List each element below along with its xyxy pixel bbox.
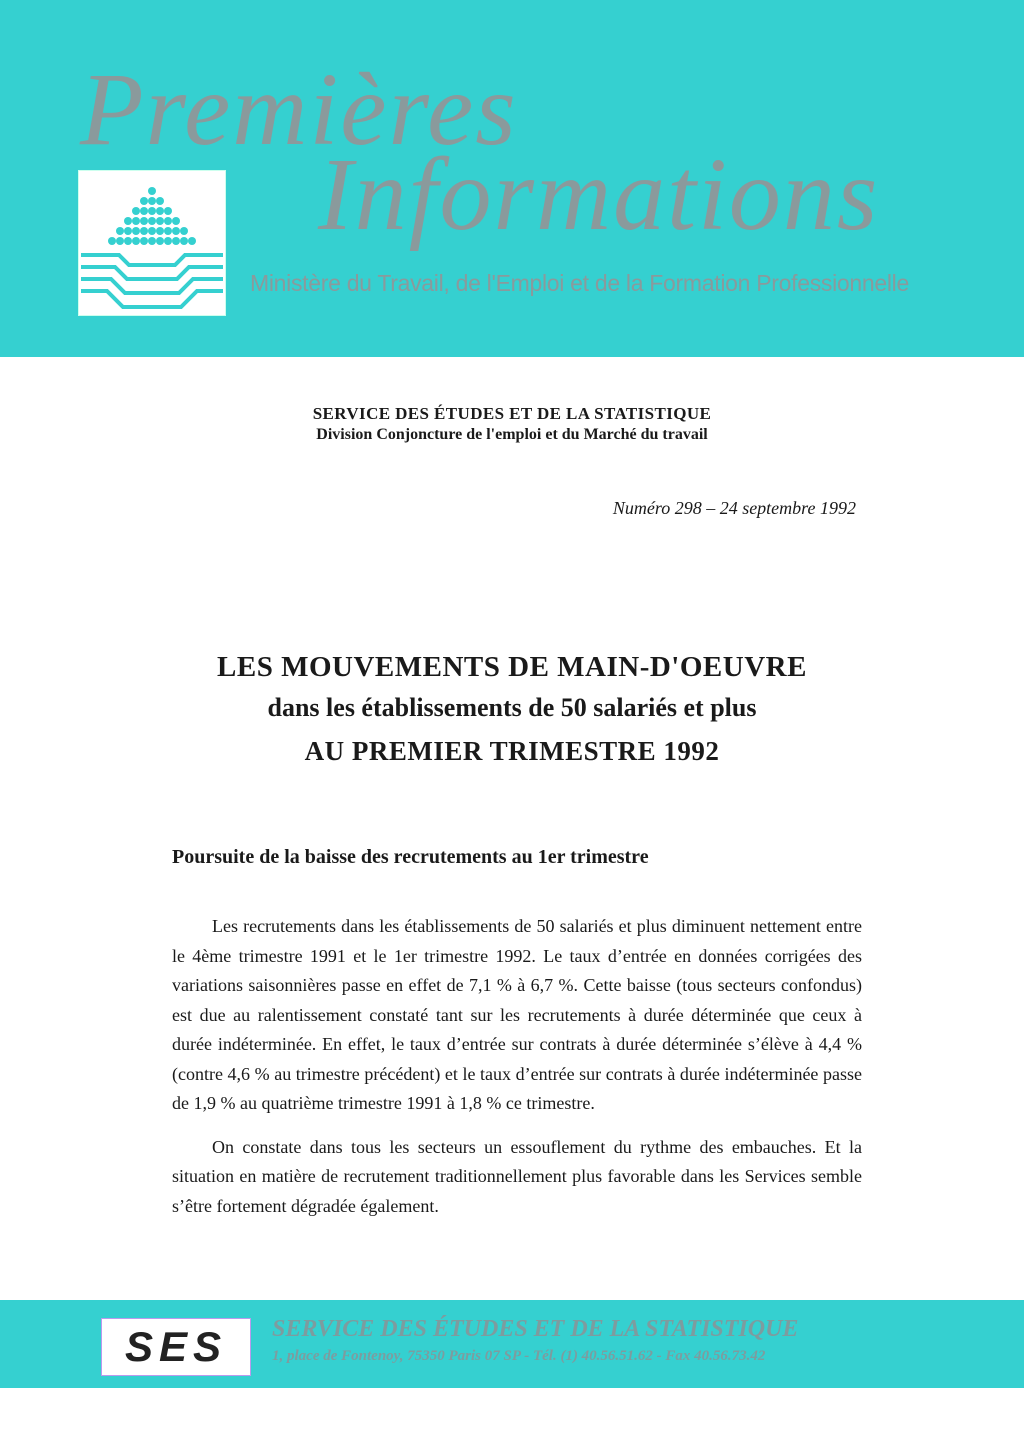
service-block [0, 404, 1024, 444]
footer-service-name: SERVICE DES ÉTUDES ET DE LA STATISTIQUE [272, 1316, 799, 1342]
division-name: Division Conjoncture de l'emploi et du Marché du travail [316, 426, 708, 443]
ses-logo [101, 1318, 251, 1376]
masthead-title-line2: Informations [318, 137, 880, 252]
main-title [0, 647, 1024, 773]
masthead-title-line1: Premières [80, 52, 518, 167]
body-text [172, 912, 862, 1235]
main-title-line2: dans les établissements de 50 salariés et plus [267, 693, 757, 722]
ministry-logo [78, 170, 226, 316]
section-heading: Poursuite de la baisse des recrutements au 1er trimestre [172, 846, 649, 868]
footer-address: 1, place de Fontenoy, 75350 Paris 07 SP - Tél. (1) 40.56.51.62 - Fax 40.56.73.42 [272, 1348, 766, 1364]
service-name: SERVICE DES ÉTUDES ET DE LA STATISTIQUE [312, 404, 712, 423]
ses-logo-text: SES [124, 1323, 228, 1370]
ministry-name: Ministère du Travail, de l'Emploi et de la Formation Professionnelle [250, 270, 909, 296]
main-title-line3: AU PREMIER TRIMESTRE 1992 [304, 736, 720, 766]
ministry-tree-logo-icon [79, 171, 225, 315]
issue-number-date: Numéro 298 – 24 septembre 1992 [612, 498, 856, 518]
paragraph: On constate dans tous les secteurs un essouflement du rythme des embauches. Et la situation en matière de recrutement traditionnellement plus favorable dans les Services semble s’être fortement dégradée également. [172, 1136, 862, 1216]
paragraph: Les recrutements dans les établissements de 50 salariés et plus diminuent nettement entre le 4ème trimestre 1991 et le 1er trimestre 1992. Le taux d’entrée en données corrigées des variations saisonnières passe en effet de 7,1 % à 6,7 %. Cette baisse (tous secteurs confondus) est due au ralentissement constaté tant sur les recrutements à durée déterminée que ceux à durée indéterminée. En effet, le taux d’entrée sur contrats à durée déterminée s’élève à 4,4 % (contre 4,6 % au trimestre précédent) et le taux d’entrée sur contrats à durée indéterminée passe de 1,9 % au quatrième trimestre 1991 à 1,8 % ce trimestre. [172, 916, 862, 1113]
main-title-line1: LES MOUVEMENTS DE MAIN-D'OEUVRE [217, 651, 807, 683]
